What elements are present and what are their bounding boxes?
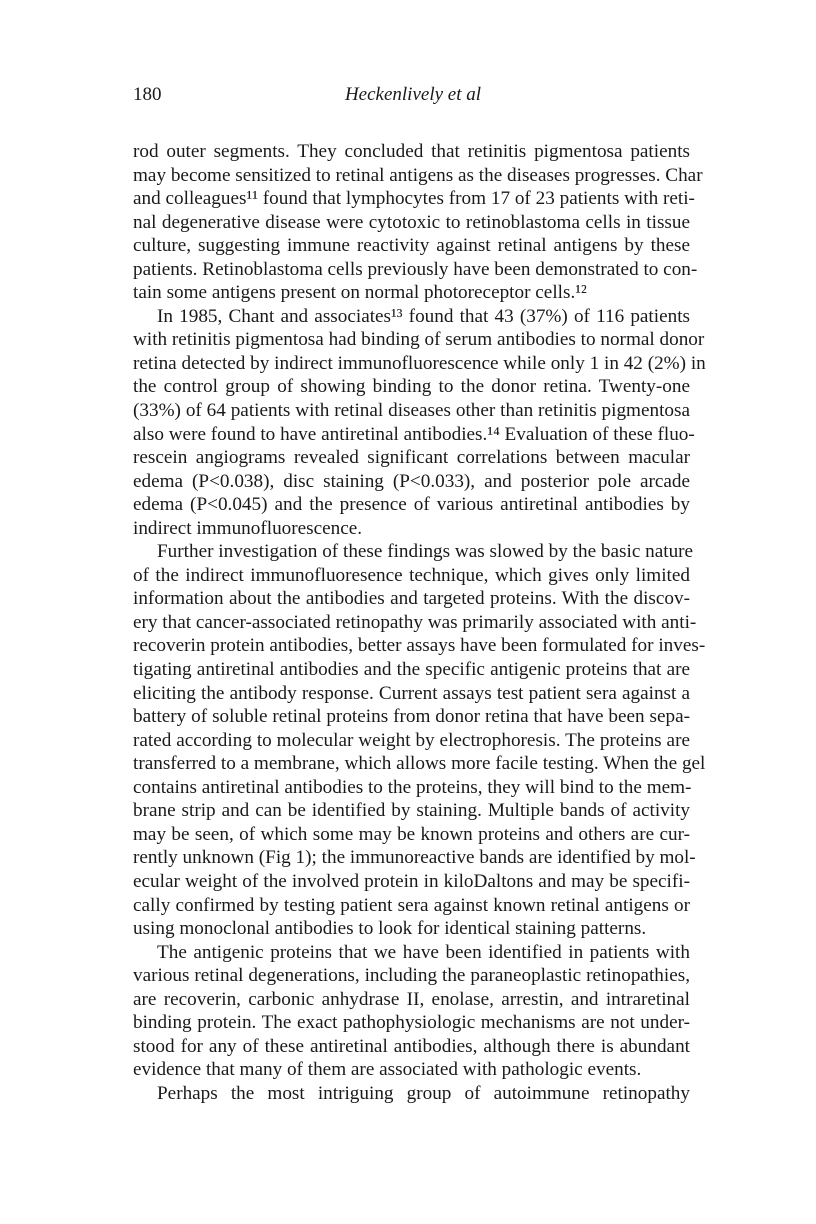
text-line: with retinitis pigmentosa had binding of serum antibodies to normal donor — [133, 329, 705, 351]
paragraph — [133, 305, 706, 540]
text-line: In 1985, Chant and associates¹³ found that 43 (37%) of 116 patients — [157, 305, 690, 327]
text-line: The antigenic proteins that we have been identified in patients with — [157, 941, 690, 963]
text-line: contains antiretinal antibodies to the proteins, they will bind to the mem- — [133, 776, 692, 798]
text-line: stood for any of these antiretinal antibodies, although there is abundant — [133, 1035, 690, 1057]
text-line: tigating antiretinal antibodies and the specific antigenic proteins that are — [133, 659, 690, 681]
text-line: brane strip and can be identified by staining. Multiple bands of activity — [133, 800, 690, 822]
text-line: retina detected by indirect immunofluorescence while only 1 in 42 (2%) in — [133, 352, 706, 374]
page-number: 180 — [133, 84, 162, 105]
text-line: battery of soluble retinal proteins from donor retina that have been sepa- — [133, 706, 690, 728]
text-line: rated according to molecular weight by electrophoresis. The proteins are — [133, 729, 690, 751]
text-line: recoverin protein antibodies, better assays have been formulated for inves- — [133, 635, 706, 657]
text-line: rently unknown (Fig 1); the immunoreactive bands are identified by mol- — [133, 847, 696, 869]
text-line: tain some antigens present on normal photoreceptor cells.¹² — [133, 282, 587, 304]
paragraph — [133, 540, 706, 940]
text-line: the control group of showing binding to the donor retina. Twenty-one — [133, 376, 690, 398]
text-line: using monoclonal antibodies to look for identical staining patterns. — [133, 918, 647, 940]
text-line: Perhaps the most intriguing group of autoimmune retinopathy — [157, 1082, 690, 1104]
paragraph — [133, 941, 690, 1082]
text-line: may become sensitized to retinal antigens as the diseases progresses. Char — [133, 164, 703, 186]
text-line: culture, suggesting immune reactivity against retinal antigens by these — [133, 235, 690, 257]
text-line: of the indirect immunofluoresence technique, which gives only limited — [133, 564, 690, 586]
paragraph — [133, 140, 703, 305]
text-line: and colleagues¹¹ found that lymphocytes from 17 of 23 patients with reti- — [133, 188, 695, 210]
text-line: information about the antibodies and targeted proteins. With the discov- — [133, 588, 690, 610]
body-text — [133, 140, 706, 1105]
text-line: also were found to have antiretinal antibodies.¹⁴ Evaluation of these fluo- — [133, 423, 695, 445]
text-line: edema (P<0.038), disc staining (P<0.033), and posterior pole arcade — [133, 470, 690, 492]
text-line: (33%) of 64 patients with retinal diseases other than retinitis pigmentosa — [133, 400, 690, 422]
text-line: indirect immunofluorescence. — [133, 517, 363, 539]
text-line: Further investigation of these findings was slowed by the basic nature — [157, 541, 694, 563]
text-line: eliciting the antibody response. Current assays test patient sera against a — [133, 682, 690, 704]
text-line: are recoverin, carbonic anhydrase II, enolase, arrestin, and intraretinal — [133, 988, 690, 1010]
paragraph — [133, 1082, 690, 1106]
running-head: Heckenlively et al — [344, 84, 482, 105]
text-line: ery that cancer-associated retinopathy was primarily associated with anti- — [133, 611, 697, 633]
text-line: transferred to a membrane, which allows more facile testing. When the gel — [133, 753, 706, 775]
text-line: evidence that many of them are associated with pathologic events. — [133, 1059, 642, 1081]
text-line: edema (P<0.045) and the presence of various antiretinal antibodies by — [133, 494, 690, 516]
text-line: rescein angiograms revealed significant correlations between macular — [133, 447, 690, 469]
text-line: may be seen, of which some may be known proteins and others are cur- — [133, 823, 690, 845]
text-line: binding protein. The exact pathophysiologic mechanisms are not under- — [133, 1012, 690, 1034]
text-line: cally confirmed by testing patient sera against known retinal antigens or — [133, 894, 690, 916]
text-line: ecular weight of the involved protein in kiloDaltons and may be specifi- — [133, 870, 690, 892]
text-line: various retinal degenerations, including the paraneoplastic retinopathies, — [133, 965, 690, 987]
text-line: nal degenerative disease were cytotoxic to retinoblastoma cells in tissue — [133, 211, 690, 233]
text-line: rod outer segments. They concluded that retinitis pigmentosa patients — [133, 141, 690, 162]
text-line: patients. Retinoblastoma cells previously have been demonstrated to con- — [133, 258, 698, 280]
